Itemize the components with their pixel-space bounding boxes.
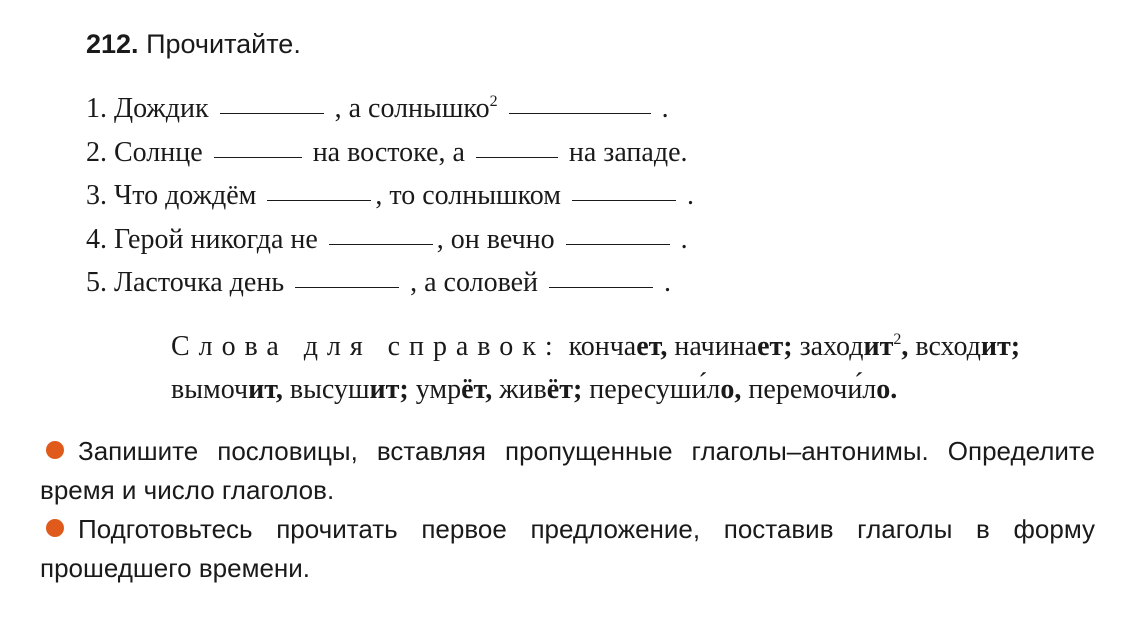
sentence-text: Солнце [114,136,203,168]
sentence-number: 2. [86,136,107,168]
sentence-text: Дождик [114,93,209,124]
sentence-4 [86,218,694,262]
blank-line [267,199,371,201]
word-ending: ит, [248,374,283,405]
word-ending: ет; [757,331,793,362]
sentence-text: . [680,223,688,255]
blank-line [509,112,651,114]
sentence-text: , то солнышком [375,180,561,211]
sentence-text: , а солнышко [334,93,490,124]
sentence-text: . [664,267,672,298]
sentence-1 [86,87,694,131]
sentence-number: 1. [86,93,107,124]
word: конча [568,331,637,362]
task-list [40,432,1095,588]
word: начина [674,331,758,362]
sentence-text: , он вечно [436,223,555,255]
word: всход [915,331,981,362]
word-ending: ёт, [461,374,493,405]
task-2 [40,510,1095,588]
reference-title: Слова для справок: [171,331,562,362]
blank-line [220,112,324,114]
sentence-text: Ласточка день [114,267,285,298]
sentence-number: 3. [86,180,107,211]
blank-line [572,199,676,201]
sentence-3 [86,174,694,218]
word-ending: ит; [980,331,1021,362]
punctuation: , [901,331,909,362]
sentence-text: . [661,93,669,124]
bullet-icon [46,519,64,537]
exercise-title: Прочитайте. [146,29,301,59]
task-text: Запишите пословицы, вставляя пропущенные глаголы–антонимы. Определите время и число глаголов. [40,436,1095,505]
task-1 [40,432,1095,510]
task-text: Подготовьтесь прочитать первое предложение, поставив глаголы в форму прошедшего времени. [40,514,1095,583]
sentence-text: Что дождём [114,180,257,211]
blank-line [476,156,558,158]
sentence-number: 5. [86,267,107,298]
word: умр [415,374,462,405]
word-ending: о, [720,374,742,405]
word: пересуши́л [589,374,721,405]
reference-line-1 [171,325,1020,368]
word-ending: о. [876,374,898,405]
word-ending: ет, [636,331,668,362]
word: вымоч [171,374,249,405]
exercise-number: 212. [86,29,139,59]
sentence-5 [86,261,694,305]
sentence-text: Герой никогда не [114,223,318,255]
blank-line [329,243,433,245]
footnote-mark: 2 [893,330,902,348]
reference-words [171,325,1020,411]
exercise-header [86,26,301,62]
sentence-text: на западе. [568,136,688,168]
sentence-2 [86,131,694,175]
word: перемочи́л [748,374,877,405]
word-ending: ит [863,331,894,362]
bullet-icon [46,441,64,459]
sentence-number: 4. [86,223,107,255]
word-ending: ёт; [546,374,583,405]
blank-line [295,286,399,288]
word: жив [499,374,547,405]
sentence-list [86,87,694,305]
word: заход [799,331,864,362]
reference-line-2 [171,368,1020,411]
blank-line [214,156,302,158]
sentence-text: на востоке, а [312,136,465,168]
sentence-text: , а соловей [410,267,539,298]
word-ending: ит; [369,374,409,405]
footnote-mark: 2 [489,92,498,110]
blank-line [566,243,670,245]
word: высуш [289,374,370,405]
blank-line [549,286,653,288]
sentence-text: . [686,180,694,211]
